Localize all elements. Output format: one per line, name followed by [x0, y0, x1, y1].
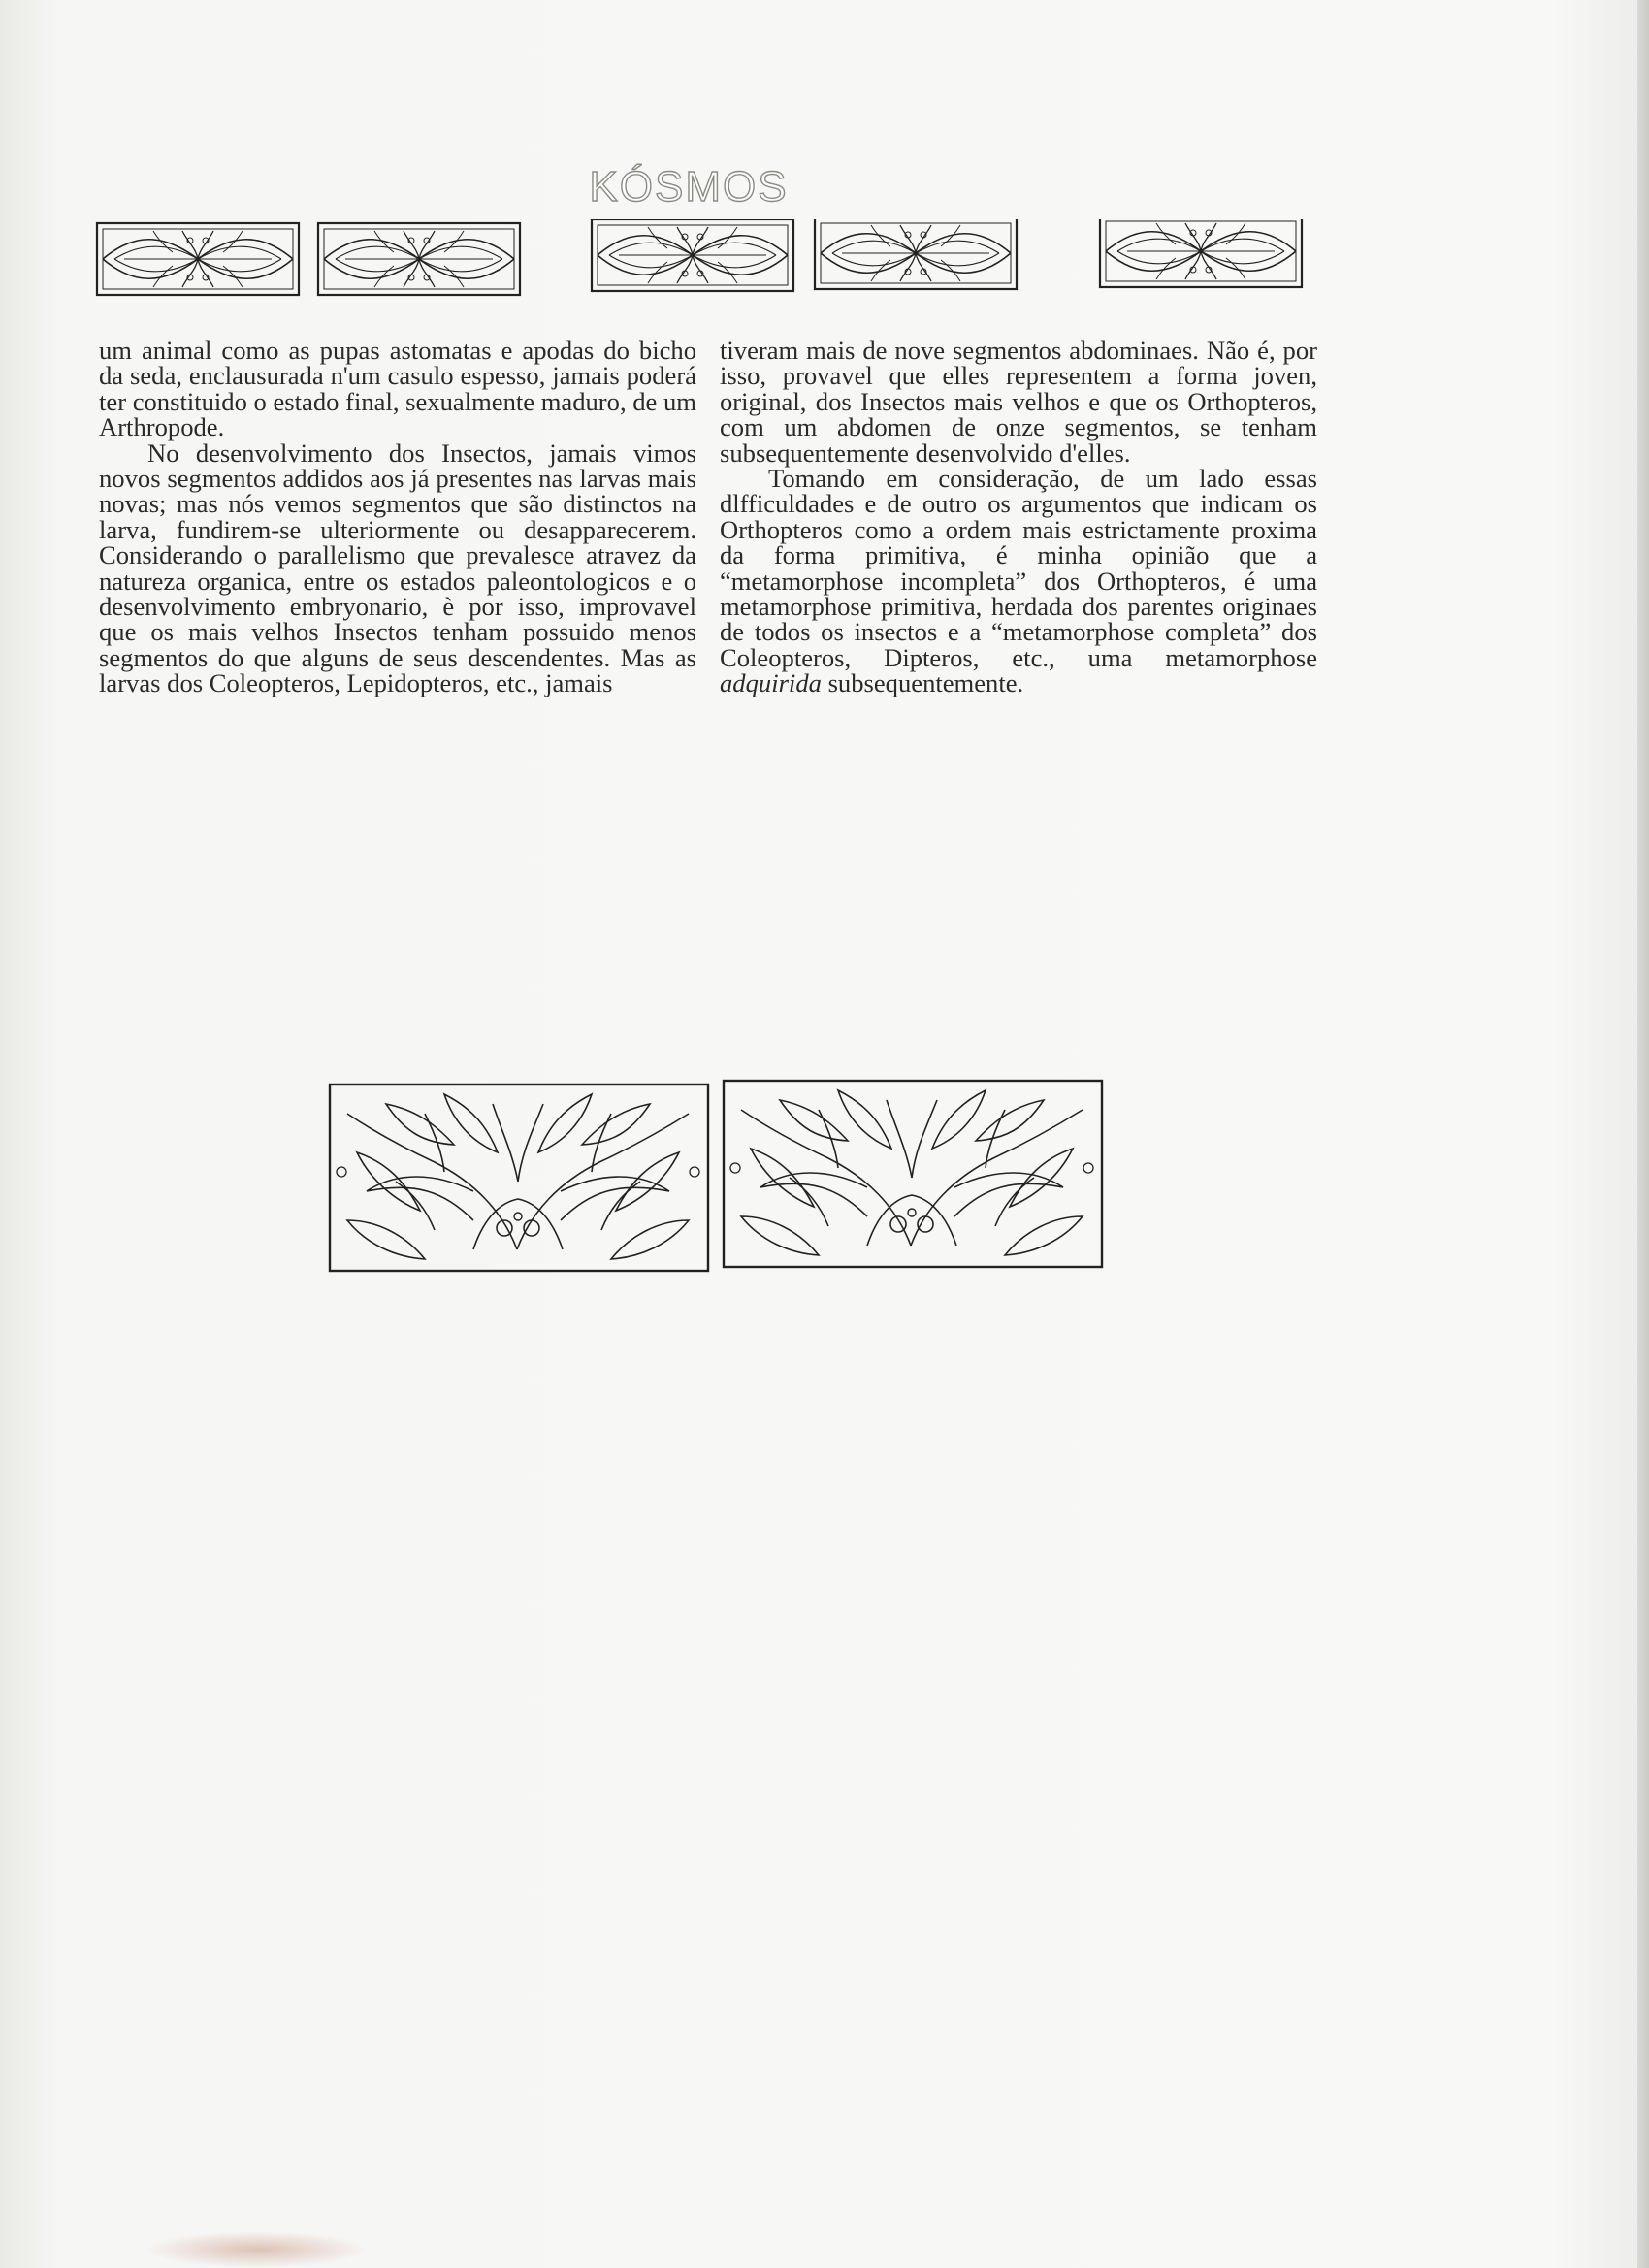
paper-stain: [146, 2231, 369, 2268]
foliage-vignette: [328, 1075, 1104, 1279]
header-ornament-band: [95, 219, 1304, 299]
left-paragraph-1: um animal como as pupas astomatas e apodas do bicho da seda, enclausurada n'um casulo espesso, jamais poderá ter constituido o estado final, sexualmente maduro, de um Arthropode.: [99, 336, 696, 442]
page-edge: [1637, 0, 1649, 2268]
masthead-title: KÓSMOS: [589, 163, 789, 211]
left-paragraph-2: No desenvolvimento dos Insectos, jamais vimos novos segmentos addidos aos já presentes nas larvas mais novas; mas nós vemos segmentos que são distinctos na larva, fundirem-se ulteriormente ou desapparecerem. Considerando o parallelismo que prevalesce atravez da natureza organica, entre os estados paleontologicos e o desenvolvimento embryonario, è por isso, improvavel que os mais velhos Insectos tenham possuido menos segmentos do que alguns de seus descendentes. Mas as larvas dos Coleopteros, Lepidopteros, etc., jamais: [99, 437, 696, 698]
article-left-column: [99, 338, 696, 697]
right-paragraph-2-text: Tomando em consideração, de um lado essas dlfficuldades e de outro os argumentos que indicam os Orthopteros como a ordem mais estrictamente proxima da forma primitiva, é minha opinião que a “metamorphose incompleta” dos Orthopteros, é uma metamorphose primitiva, herdada dos parentes originaes de todos os insectos e a “metamorphose completa” dos Coleopteros, Dipteros, etc., uma metamorphose: [720, 464, 1317, 672]
italic-term: adquirida: [720, 668, 822, 698]
article-right-column: [720, 338, 1317, 697]
right-paragraph-2-end: subsequentemente.: [821, 668, 1024, 698]
foliage-ornament-icon: [328, 1075, 1104, 1279]
right-paragraph-1: tiveram mais de nove segmentos abdominaes. Não é, por isso, provavel que elles representem a forma joven, original, dos Insectos mais velhos e que os Orthopteros, com um abdomen de onze segmentos, se tenham subsequentemente desenvolvido d'elles.: [720, 336, 1317, 468]
right-paragraph-2: [720, 466, 1317, 697]
leaf-border-icon: [95, 219, 1304, 299]
